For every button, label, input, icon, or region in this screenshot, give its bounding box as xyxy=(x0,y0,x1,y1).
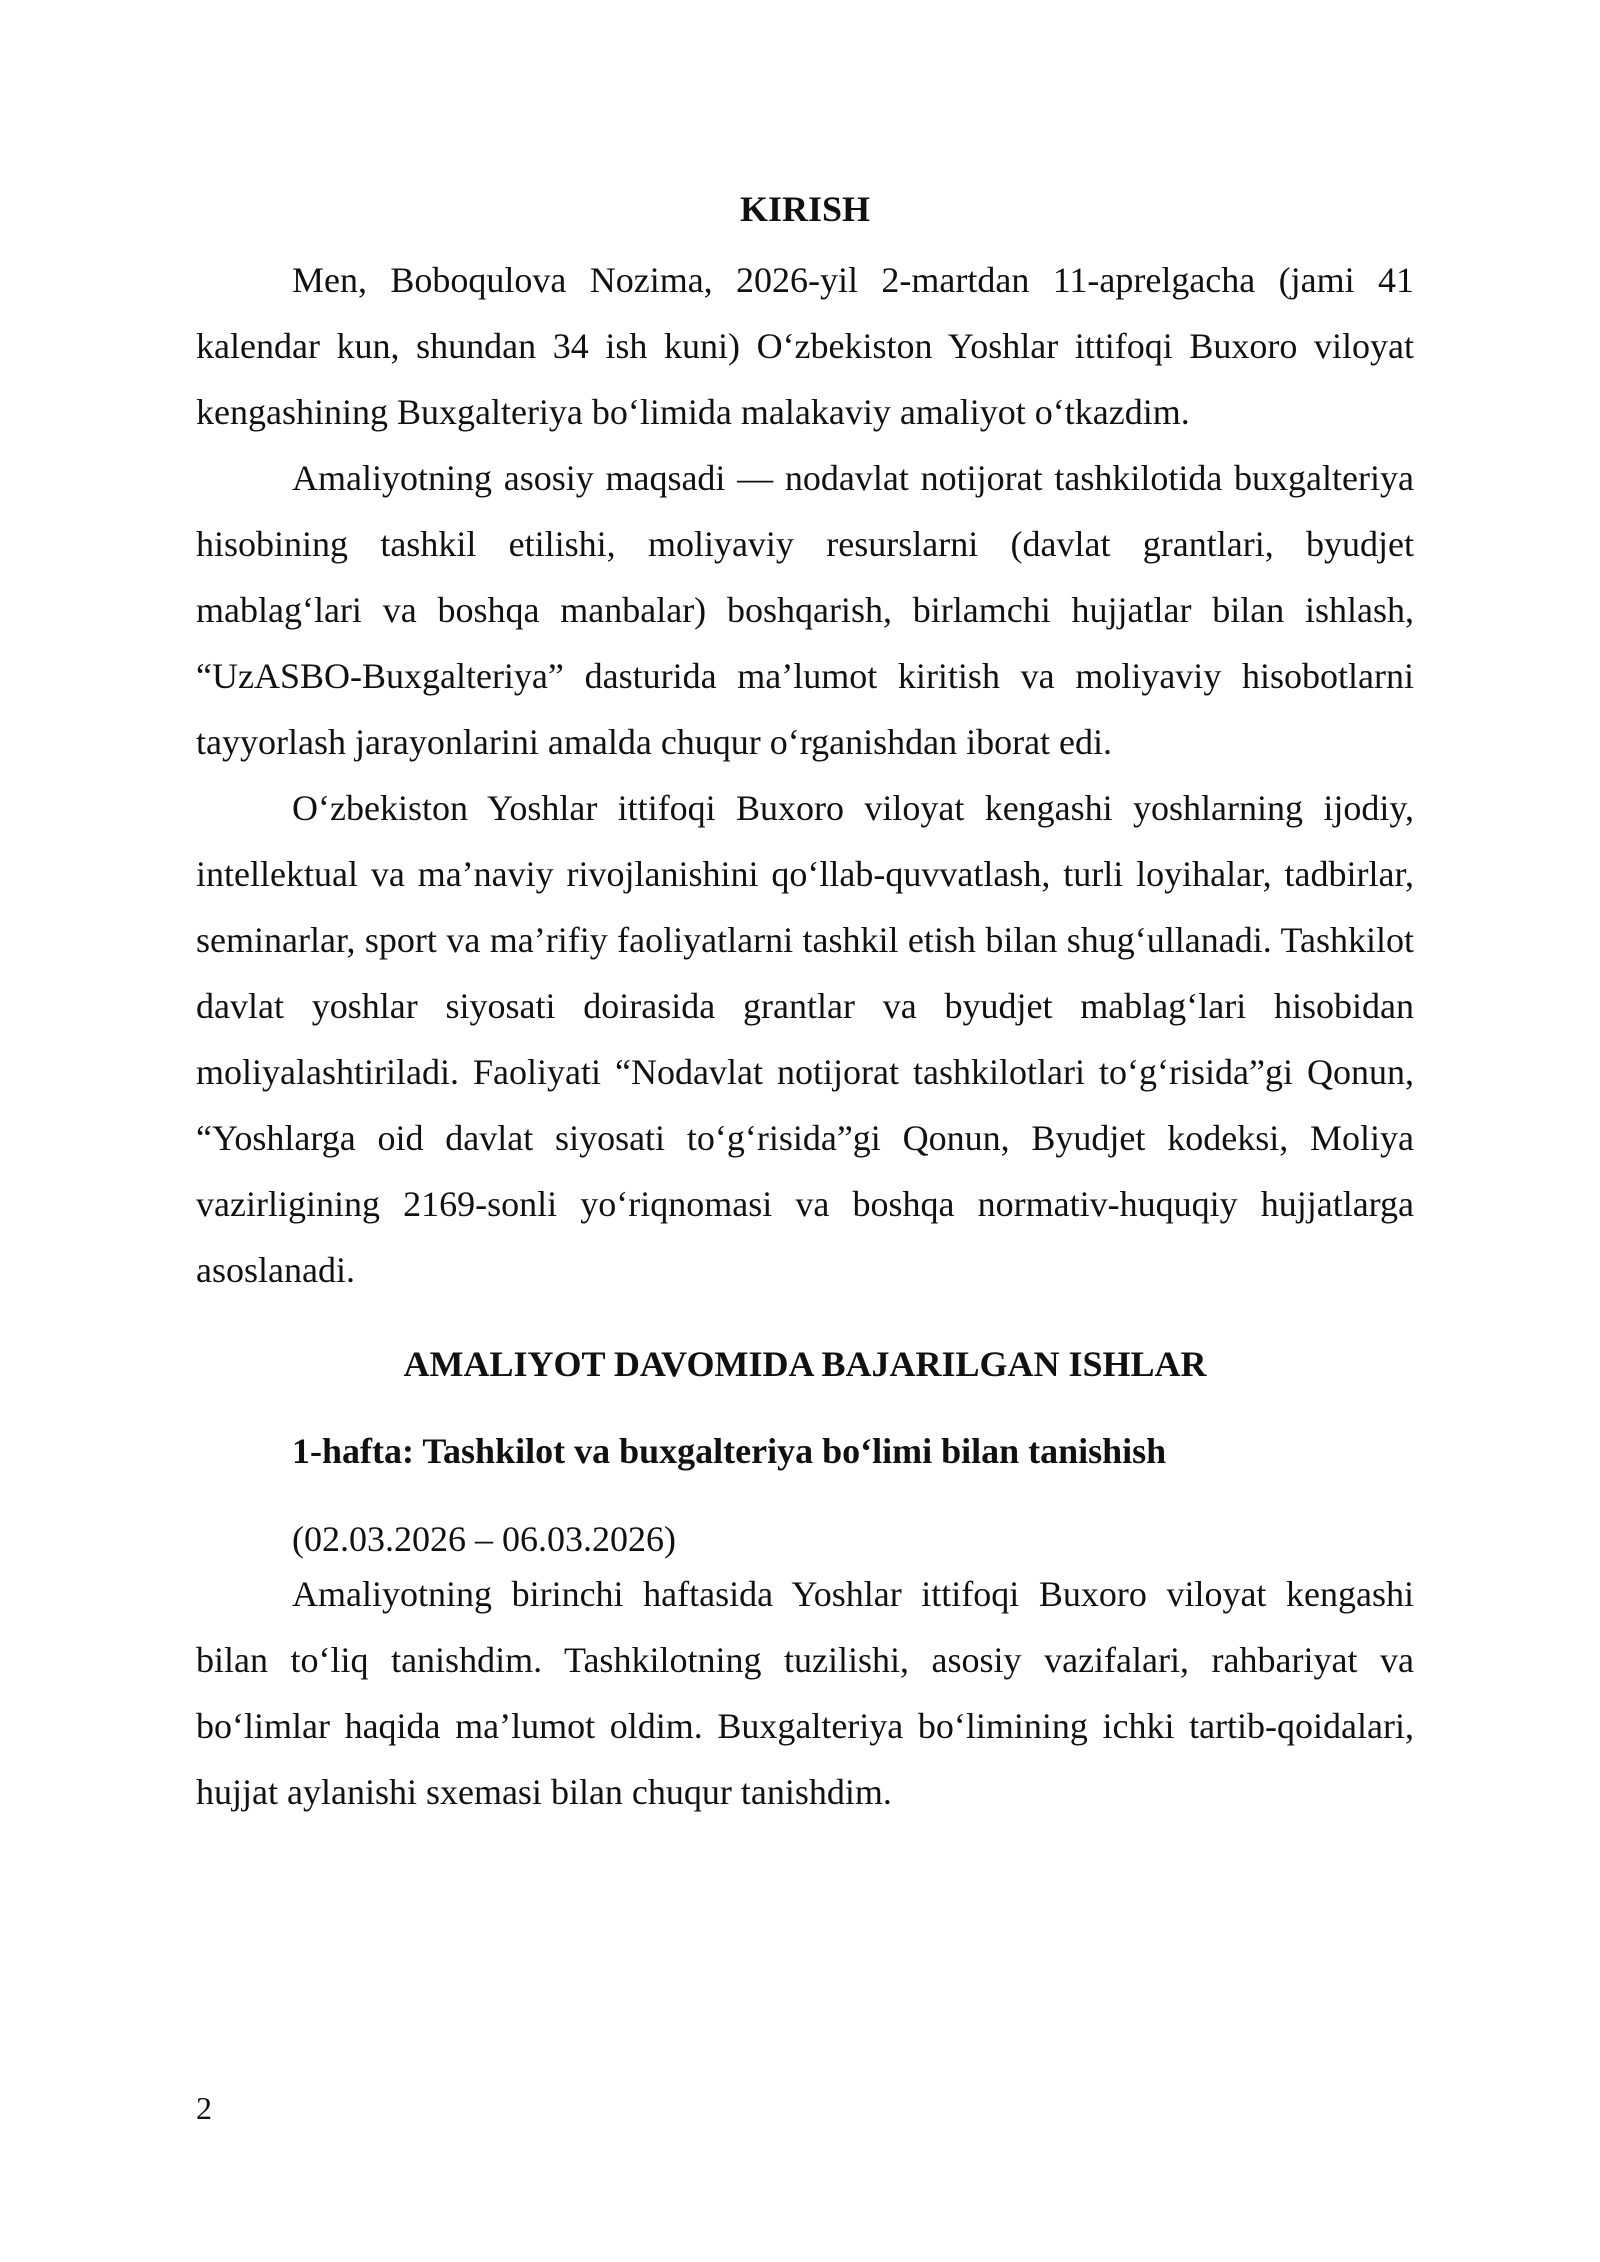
week1-paragraph: Amaliyotning birinchi haftasida Yoshlar ittifoqi Buxoro viloyat kengashi bilan to‘liq tanishdim. Tashkilotning tuzilishi, asosiy vazifalari, rahbariyat va bo‘limlar haqida ma’lumot oldim. Buxgalteriya bo‘limining ichki tartib-qoidalari, hujjat aylanishi sxemasi bilan chuqur tanishdim. xyxy=(196,1573,1414,1812)
page-title: KIRISH xyxy=(739,189,871,229)
week1-dates: (02.03.2026 – 06.03.2026) xyxy=(292,1518,676,1559)
intro-paragraph-2: Amaliyotning asosiy maqsadi — nodavlat notijorat tashkilotida buxgalteriya hisobining tashkil etilishi, moliyaviy resurslarni (davlat grantlari, byudjet mablag‘lari va boshqa manbalar) boshqarish, birlamchi hujjatlar bilan ishlash, “UzASBO-Buxgalteriya” dasturida ma’lumot kiritish va moliyaviy hisobotlarni tayyorlash jarayonlarini amalda chuqur o‘rganishdan iborat edi. xyxy=(196,458,1414,763)
intro-paragraph-3: O‘zbekiston Yoshlar ittifoqi Buxoro viloyat kengashi yoshlarning ijodiy, intellektual va ma’naviy rivojlanishini qo‘llab-quvvatlash, turli loyihalar, tadbirlar, seminarlar, sport va ma’rifiy faoliyatlarni tashkil etish bilan shug‘ullanadi. Tashkilot davlat yoshlar siyosati doirasida grantlar va byudjet mablag‘lari hisobidan moliyalashtiriladi. Faoliyati “Nodavlat notijorat tashkilotlari to‘g‘risida”gi Qonun, “Yoshlarga oid davlat siyosati to‘g‘risida”gi Qonun, Byudjet kodeksi, Moliya vazirligining 2169-sonli yo‘riqnomasi va boshqa normativ-huquqiy hujjatlarga asoslanadi. xyxy=(196,788,1414,1291)
section-heading: AMALIYOT DAVOMIDA BAJARILGAN ISHLAR xyxy=(403,1344,1207,1385)
intro-paragraph-1: Men, Boboqulova Nozima, 2026-yil 2-martdan 11-aprelgacha (jami 41 kalendar kun, shundan 34 ish kuni) O‘zbekiston Yoshlar ittifoqi Buxoro viloyat kengashining Buxgalteriya bo‘limida malakaviy amaliyot o‘tkazdim. xyxy=(196,260,1414,433)
page-number: 2 xyxy=(196,2090,212,2126)
week1-title: 1-hafta: Tashkilot va buxgalteriya bo‘limi bilan tanishish xyxy=(292,1431,1167,1472)
page-content xyxy=(196,188,1414,1825)
